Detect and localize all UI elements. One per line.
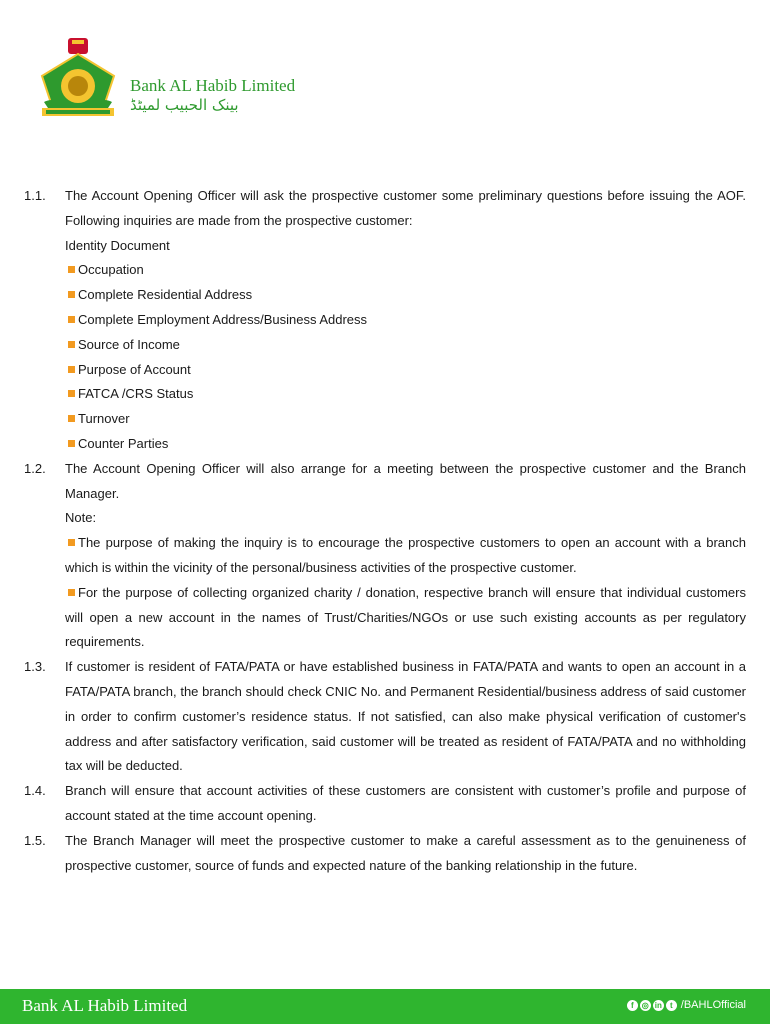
social-handle: /BAHLOfficial (680, 999, 746, 1011)
section-number: 1.5. (24, 832, 46, 848)
list-item: Source of Income (65, 333, 746, 358)
section-number: 1.1. (24, 188, 46, 203)
twitter-icon[interactable]: t (666, 1000, 677, 1011)
list-item: Complete Employment Address/Business Address (65, 308, 746, 333)
section-1-2 (24, 457, 746, 655)
section-1-1 (24, 184, 746, 457)
square-bullet-icon (68, 291, 75, 298)
square-bullet-icon (68, 341, 75, 348)
square-bullet-icon (68, 440, 75, 447)
section-text: Branch will ensure that account activities of these customers are consistent with customer’s profile and purpose of account stated at the time account opening. (65, 783, 746, 823)
list-item: Occupation (65, 258, 746, 283)
section-1-4 (24, 779, 746, 829)
section-number: 1.2. (24, 460, 46, 476)
instagram-icon[interactable]: ◎ (640, 1000, 651, 1011)
square-bullet-icon (68, 589, 75, 596)
document-body (24, 184, 746, 878)
subheading: Identity Document (65, 237, 170, 253)
square-bullet-icon (68, 266, 75, 273)
list-item: Turnover (65, 407, 746, 432)
section-text: The Account Opening Officer will also arrange for a meeting between the prospective customer and the Branch Manager. (65, 460, 746, 501)
section-number: 1.4. (24, 783, 46, 799)
section-text: If customer is resident of FATA/PATA or have established business in FATA/PATA and wants to open an account in a FATA/PATA branch, the branch should check CNIC No. and Permanent Residential/business address of said customer in order to confirm customer’s residence status. If not satisfied, can also make physical verification of customer's address and after satisfactory verification, said customer will be treated as resident of FATA/PATA and no withholding tax will be deducted. (65, 659, 746, 774)
brand-name: Bank AL Habib Limited (130, 76, 296, 95)
section-text: The Branch Manager will meet the prospective customer to make a careful assessment as to the genuineness of prospective customer, source of funds and expected nature of the banking relationship in the future. (65, 832, 746, 873)
list-item: Complete Residential Address (65, 283, 746, 308)
footer-bar (0, 989, 770, 1024)
facebook-icon[interactable]: f (627, 1000, 638, 1011)
square-bullet-icon (68, 415, 75, 422)
note-item: The purpose of making the inquiry is to encourage the prospective customers to open an account with a branch which is within the vicinity of the personal/business activities of the prospective customer. (65, 535, 746, 575)
list-item: Counter Parties (65, 432, 746, 457)
social-links (627, 999, 746, 1011)
linkedin-icon[interactable]: in (654, 1000, 662, 1010)
brand-name-urdu: بینک الحبیب لمیٹڈ (130, 96, 239, 114)
square-bullet-icon (68, 366, 75, 373)
section-text: The Account Opening Officer will ask the prospective customer some preliminary questions before issuing the AOF. Following inquiries are made from the prospective customer: (65, 188, 746, 228)
section-1-5 (24, 829, 746, 879)
note-item: For the purpose of collecting organized charity / donation, respective branch will ensure that individual customers will open a new account in the names of Trust/Charities/NGOs or use such existing accounts as per regulatory requirements. (65, 584, 746, 650)
square-bullet-icon (68, 539, 75, 546)
bank-logo-icon (38, 36, 118, 120)
list-item: Purpose of Account (65, 358, 746, 383)
square-bullet-icon (68, 390, 75, 397)
note-label: Note: (65, 510, 97, 526)
section-number: 1.3. (24, 659, 46, 675)
square-bullet-icon (68, 316, 75, 323)
list-item: FATCA /CRS Status (65, 382, 746, 407)
section-1-3 (24, 655, 746, 779)
footer-bank-name: Bank AL Habib Limited (22, 996, 188, 1015)
